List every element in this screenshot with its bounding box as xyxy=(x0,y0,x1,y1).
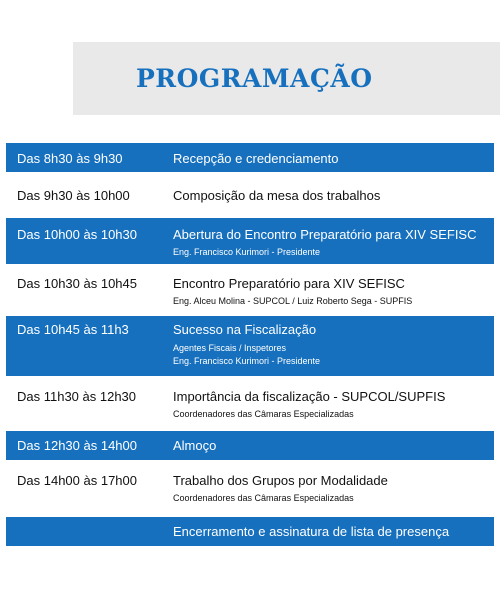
schedule-subtitle: Agentes Fiscais / Inspetores xyxy=(173,343,287,353)
schedule-time: Das 9h30 às 10h00 xyxy=(17,188,130,203)
schedule-row xyxy=(6,172,494,218)
schedule-title: Encontro Preparatório para XIV SEFISC xyxy=(173,276,405,291)
schedule-time: Das 10h00 às 10h30 xyxy=(17,227,137,242)
schedule-subtitle: Coordenadores das Câmaras Especializadas xyxy=(173,493,354,503)
schedule-row xyxy=(6,143,494,172)
schedule-row xyxy=(6,460,494,517)
schedule-row xyxy=(6,376,494,431)
schedule-row xyxy=(6,264,494,316)
schedule-time: Das 8h30 às 9h30 xyxy=(17,151,123,166)
schedule-title: Recepção e credenciamento xyxy=(173,151,339,166)
schedule-row xyxy=(6,431,494,460)
schedule-subtitle: Eng. Alceu Molina - SUPCOL / Luiz Roberto Sega - SUPFIS xyxy=(173,296,413,306)
schedule-title: Importância da fiscalização - SUPCOL/SUPFIS xyxy=(173,389,446,404)
schedule-time: Das 11h30 às 12h30 xyxy=(17,389,137,404)
schedule-table xyxy=(6,143,494,546)
schedule-time: Das 14h00 às 17h00 xyxy=(17,473,137,488)
schedule-title: Almoço xyxy=(173,438,217,453)
schedule-title: Composição da mesa dos trabalhos xyxy=(173,188,381,203)
schedule-row xyxy=(6,316,494,376)
schedule-title: Abertura do Encontro Preparatório para XIV SEFISC xyxy=(173,227,477,242)
schedule-subtitle: Coordenadores das Câmaras Especializadas xyxy=(173,409,354,419)
schedule-time: Das 10h45 às 11h3 xyxy=(17,322,129,337)
schedule-time: Das 10h30 às 10h45 xyxy=(17,276,137,291)
schedule-subtitle: Eng. Francisco Kurimori - Presidente xyxy=(173,356,321,366)
schedule-row xyxy=(6,517,494,546)
header-banner xyxy=(73,42,500,115)
page-title: PROGRAMAÇÃO xyxy=(136,64,373,93)
schedule-title: Sucesso na Fiscalização xyxy=(173,322,317,337)
schedule-time: Das 12h30 às 14h00 xyxy=(17,438,137,453)
schedule-title: Trabalho dos Grupos por Modalidade xyxy=(173,473,388,488)
schedule-title: Encerramento e assinatura de lista de presença xyxy=(173,524,450,539)
schedule-row xyxy=(6,218,494,264)
schedule-subtitle: Eng. Francisco Kurimori - Presidente xyxy=(173,247,321,257)
